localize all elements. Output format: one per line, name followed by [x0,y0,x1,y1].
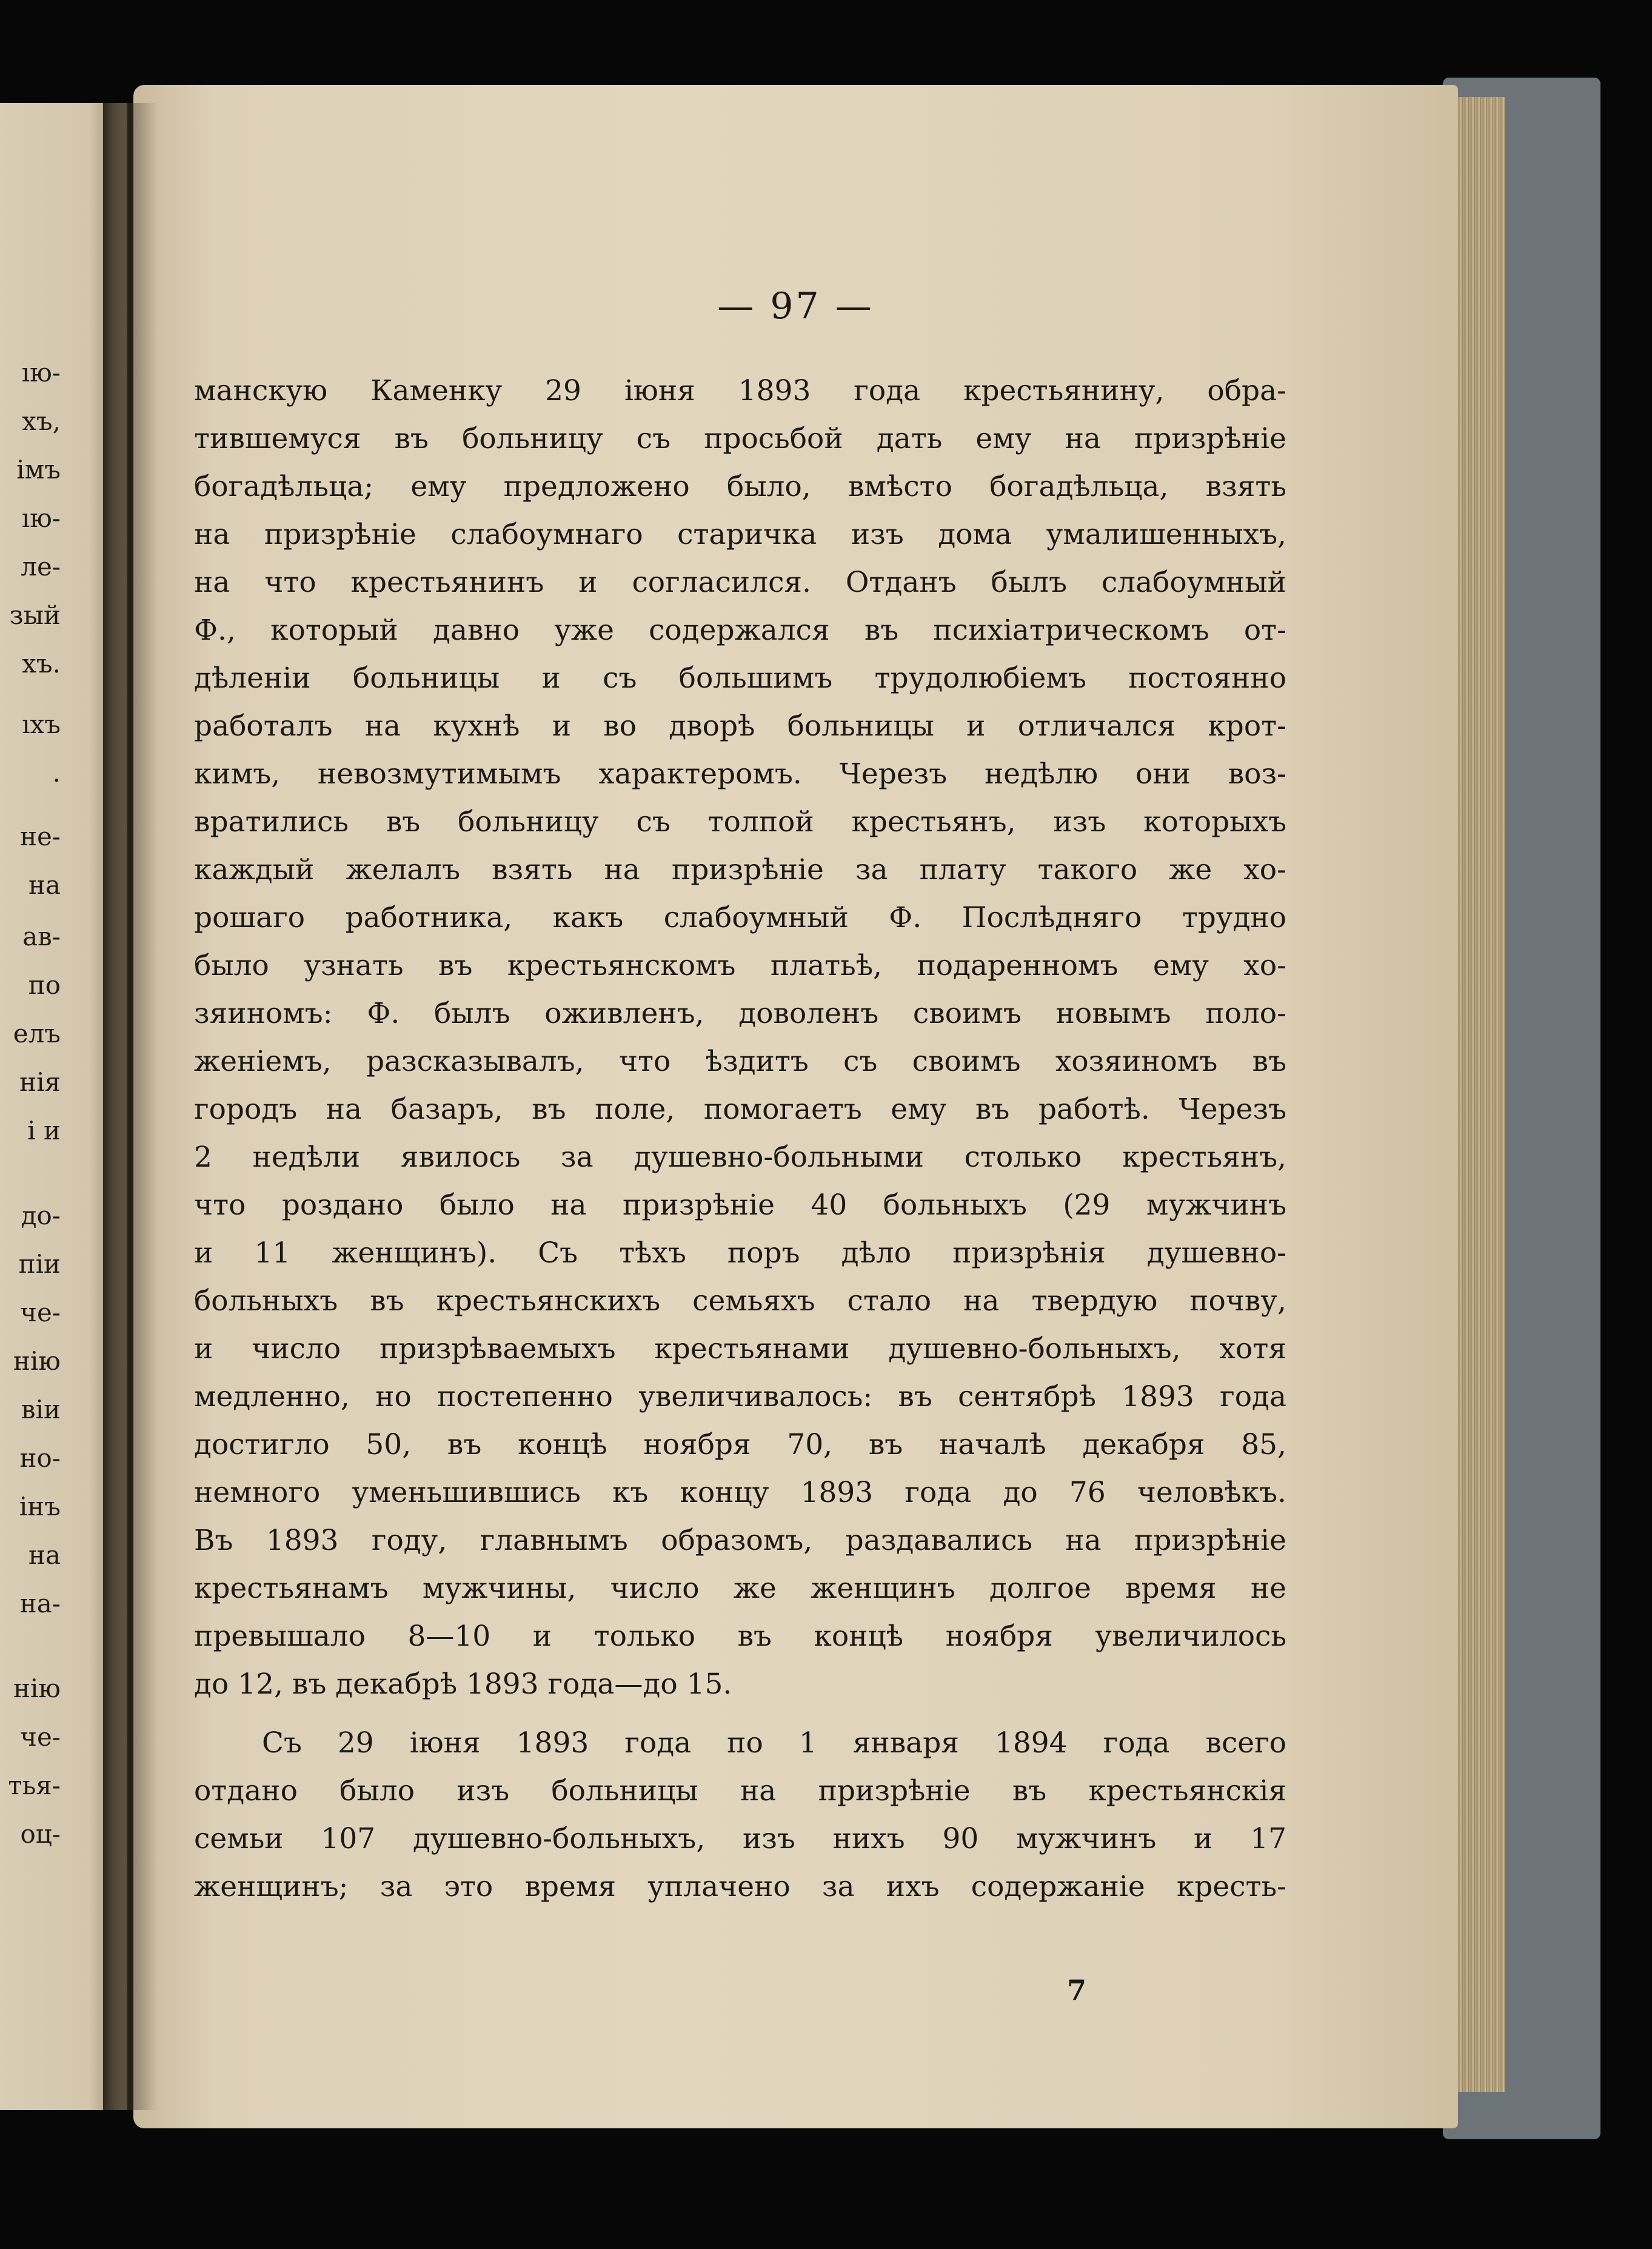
left-page-fragment: піи [18,1249,61,1279]
text-line: немного уменьшившись къ концу 1893 года до 76 человѣкъ. [194,1476,1286,1509]
left-page-fragment: на- [19,1589,61,1618]
text-line: Ф., который давно уже содержался въ психіатрическомъ от- [194,614,1286,647]
text-line: семьи 107 душевно-больныхъ, изъ нихъ 90 мужчинъ и 17 [194,1822,1286,1855]
paragraph-gap [194,1708,1286,1719]
left-page-fragment: до- [21,1201,61,1230]
left-page-fragment: ıю- [21,358,61,387]
text-line: городъ на базаръ, въ поле, помогаетъ ему въ работѣ. Черезъ [194,1093,1286,1126]
left-page-fragment: оц- [20,1819,61,1849]
text-line: отдано было изъ больницы на призрѣніе въ крестьянскія [194,1774,1286,1808]
text-line: каждый желалъ взять на призрѣніе за плату такого же хо- [194,853,1286,887]
left-page-fragment: нію [13,1674,61,1703]
left-page-fragment: ав- [22,922,61,951]
page-edges [1455,97,1505,2092]
left-page-fragment: імъ [16,455,61,484]
paragraph-start-line: Съ 29 іюня 1893 года по 1 января 1894 года всего [262,1726,1286,1760]
running-head: — 97 — [717,285,874,327]
left-page-fragment: не- [19,822,61,851]
text-line: вратились въ больницу съ толпой крестьянъ, изъ которыхъ [194,805,1286,839]
left-page-fragment: . [52,758,61,788]
text-line: 2 недѣли явилось за душевно-больными столько крестьянъ, [194,1141,1286,1174]
left-page-fragment: віи [21,1395,61,1424]
main-page [133,85,1458,2128]
left-page-fragment: хъ, [22,406,61,436]
left-page-fragment: тья- [8,1771,61,1800]
gutter-shadow [103,103,158,2110]
text-line: было узнать въ крестьянскомъ платьѣ, подаренномъ ему хо- [194,949,1286,982]
text-line: дѣленіи больницы и съ большимъ трудолюбіемъ постоянно [194,662,1286,695]
text-line: на что крестьянинъ и согласился. Отданъ былъ слабоумный [194,566,1286,599]
left-page-fragment: ıхъ [22,709,61,739]
left-page-fragment: ле- [21,552,61,582]
text-line: превышало 8—10 и только въ концѣ ноября увеличилось [194,1620,1286,1653]
text-line: женщинъ; за это время уплачено за ихъ содержаніе кресть- [194,1870,1286,1903]
text-line: на призрѣніе слабоумнаго старичка изъ дома умалишенныхъ, [194,518,1286,551]
text-line: достигло 50, въ концѣ ноября 70, въ началѣ декабря 85, [194,1428,1286,1461]
left-page-fragment: зый [9,600,61,630]
text-line: и 11 женщинъ). Съ тѣхъ поръ дѣло призрѣнія душевно- [194,1236,1286,1270]
text-line: медленно, но постепенно увеличивалось: въ сентябрѣ 1893 года [194,1380,1286,1413]
text-line: манскую Каменку 29 іюня 1893 года крестьянину, обра- [194,374,1286,407]
body-text [194,367,1286,1911]
left-page-fragment: на [28,870,61,900]
text-line: работалъ на кухнѣ и во дворѣ больницы и отличался крот- [194,709,1286,743]
left-page-fragment: хъ. [22,649,61,679]
left-page-fragment: че- [20,1722,61,1752]
left-page-fragment: інъ [19,1492,61,1521]
text-line: тившемуся въ больницу съ просьбой дать ему на призрѣніе [194,422,1286,455]
text-line: зяиномъ: Ф. былъ оживленъ, доволенъ своимъ новымъ поло- [194,997,1286,1030]
text-line: богадѣльца; ему предложено было, вмѣсто богадѣльца, взять [194,470,1286,503]
left-page-fragment: і и [27,1116,61,1145]
left-page-fragment: че- [20,1298,61,1327]
text-line: и число призрѣваемыхъ крестьянами душевно-больныхъ, хотя [194,1332,1286,1366]
text-line: кимъ, невозмутимымъ характеромъ. Черезъ недѣлю они воз- [194,757,1286,791]
paragraph-end-line: до 12, въ декабрѣ 1893 года—до 15. [194,1667,732,1701]
left-page-fragment: по [28,970,61,1000]
left-page-fragment: на [28,1540,61,1570]
left-page-fragment: нія [19,1067,61,1097]
text-line: больныхъ въ крестьянскихъ семьяхъ стало на твердую почву, [194,1284,1286,1318]
text-line: что роздано было на призрѣніе 40 больныхъ (29 мужчинъ [194,1188,1286,1222]
left-page-fragment: елъ [13,1019,61,1048]
signature-mark: 7 [1067,1974,1087,2006]
left-page-fragment: но- [19,1443,61,1473]
left-page-fragment: ıю- [21,503,61,533]
text-line: женіемъ, разсказывалъ, что ѣздитъ съ своимъ хозяиномъ въ [194,1045,1286,1078]
text-line: крестьянамъ мужчины, число же женщинъ долгое время не [194,1572,1286,1605]
text-line: рошаго работника, какъ слабоумный Ф. Послѣдняго трудно [194,901,1286,934]
text-line: Въ 1893 году, главнымъ образомъ, раздавались на призрѣніе [194,1524,1286,1557]
left-page-fragment: нію [13,1346,61,1376]
